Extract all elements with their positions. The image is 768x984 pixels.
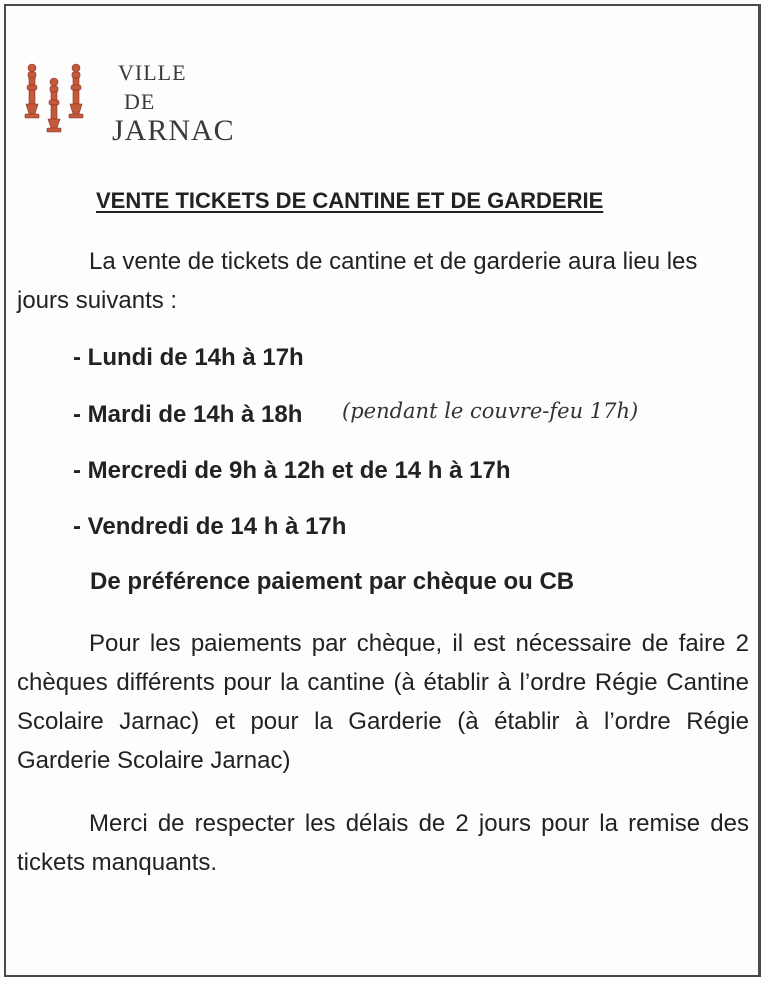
handwritten-note xyxy=(340,388,740,438)
day-tuesday: - Mardi de 14h à 18h xyxy=(73,401,303,428)
town-logo xyxy=(22,60,235,160)
day-friday: - Vendredi de 14 h à 17h xyxy=(73,513,347,540)
logo-line-ville: VILLE xyxy=(118,60,187,85)
emblem-icon xyxy=(22,60,112,140)
closing-paragraph: Merci de respecter les délais de 2 jours pour la remise des tickets manquants. xyxy=(17,810,749,876)
intro-paragraph: La vente de tickets de cantine et de garderie aura lieu les jours suivants : xyxy=(17,248,698,314)
logo-line-jarnac: JARNAC xyxy=(112,114,235,147)
day-monday: - Lundi de 14h à 17h xyxy=(73,344,304,371)
logo-line-de: DE xyxy=(124,89,156,114)
handwritten-note-text: (pendant le couvre-feu 17h) xyxy=(342,399,639,423)
page-title: VENTE TICKETS DE CANTINE ET DE GARDERIE xyxy=(96,188,604,213)
payment-preference: De préférence paiement par chèque ou CB xyxy=(90,568,575,595)
day-wednesday: - Mercredi de 9h à 12h et de 14 h à 17h xyxy=(73,457,511,484)
cheque-paragraph: Pour les paiements par chèque, il est nécessaire de faire 2 chèques différents pour la cantine (à établir à l’ordre Régie Cantine Scolaire Jarnac) et pour la Garderie (à établir à l’ordre Régie Garderie Scolaire Jarnac) xyxy=(17,630,749,774)
